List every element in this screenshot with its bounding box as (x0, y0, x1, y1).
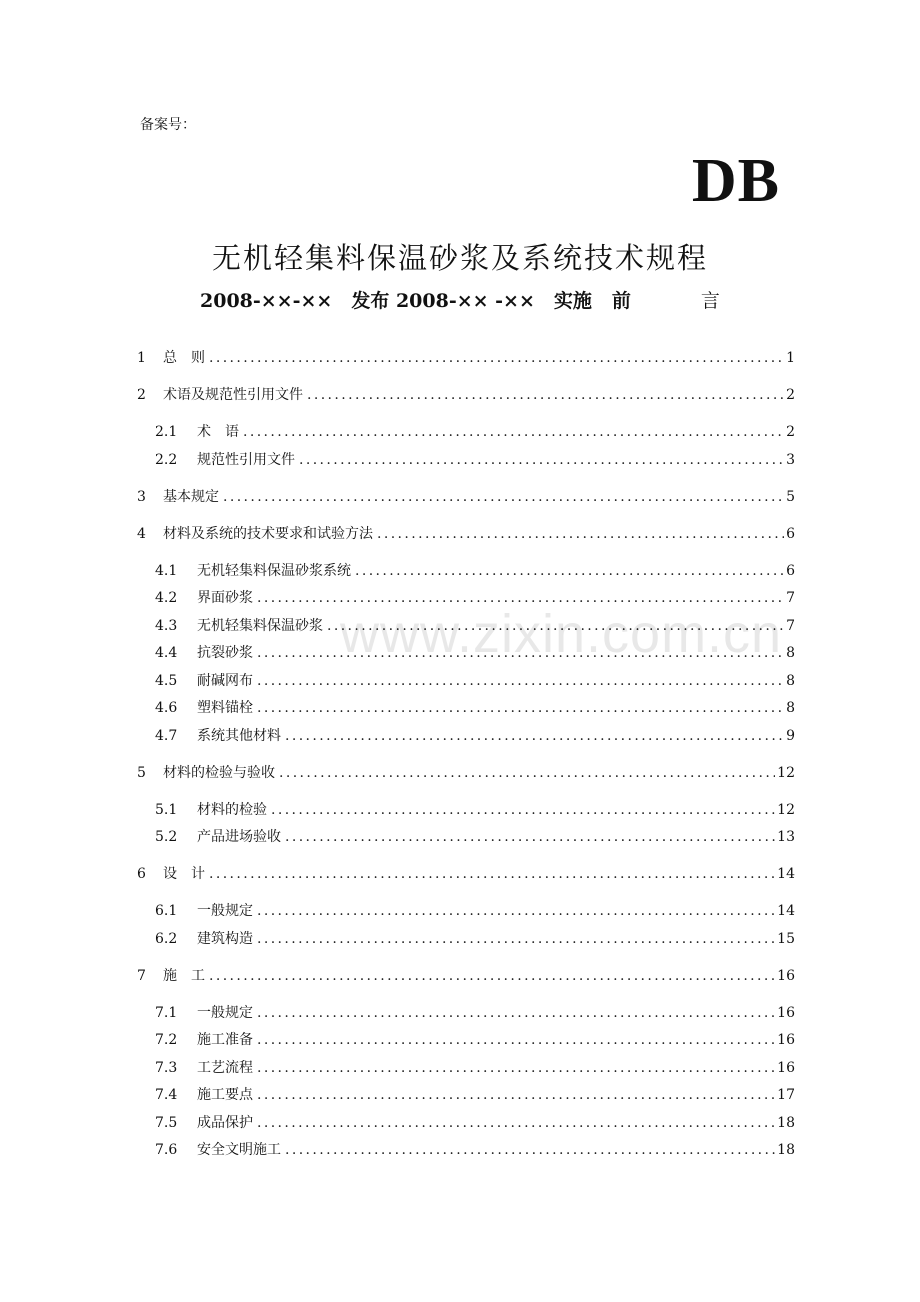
toc-entry-number: 2 (137, 387, 146, 403)
toc-entry[interactable] (137, 826, 795, 854)
toc-leader-dots (257, 1060, 775, 1076)
toc-entry-page-number: 14 (777, 903, 795, 919)
toc-leader-dots (257, 700, 784, 716)
toc-entry-page-number: 17 (777, 1087, 795, 1103)
toc-entry-number: 2.1 (155, 424, 178, 440)
toc-entry[interactable] (137, 1112, 795, 1140)
toc-entry[interactable] (137, 384, 795, 412)
toc-entry-title: 抗裂砂浆 (197, 645, 253, 661)
toc-leader-dots (257, 1032, 775, 1048)
toc-entry-title: 材料及系统的技术要求和试验方法 (163, 525, 373, 542)
toc-entry-number: 3 (137, 488, 146, 505)
document-title: 无机轻集料保温砂浆及系统技术规程 (211, 241, 708, 275)
toc-entry-number: 5.2 (155, 829, 178, 845)
watermark: www.zixin.com.cn (340, 604, 783, 664)
toc-entry-number: 7.2 (155, 1032, 178, 1048)
toc-entry[interactable] (137, 670, 795, 698)
toc-entry[interactable] (137, 725, 795, 753)
toc-entry-page-number: 6 (786, 525, 795, 542)
toc-entry-page-number: 1 (786, 350, 795, 366)
toc-leader-dots (307, 387, 784, 403)
toc-leader-dots (285, 829, 775, 845)
toc-entry-page-number: 8 (786, 645, 795, 661)
toc-entry[interactable] (137, 799, 795, 827)
toc-leader-dots (257, 931, 775, 947)
toc-entry-number: 4.5 (155, 672, 178, 689)
toc-entry[interactable] (137, 587, 795, 615)
toc-entry-number: 2.2 (155, 451, 178, 468)
toc-entry[interactable] (137, 863, 795, 891)
toc-entry-page-number: 15 (777, 930, 795, 947)
toc-entry-page-number: 16 (777, 967, 795, 984)
toc-entry-page-number: 8 (786, 672, 795, 689)
toc-entry-title: 规范性引用文件 (197, 451, 295, 468)
toc-entry-number: 4.1 (155, 562, 178, 579)
toc-entry[interactable] (137, 1084, 795, 1112)
toc-entry-page-number: 6 (786, 562, 795, 579)
toc-entry[interactable] (137, 486, 795, 514)
toc-leader-dots (279, 765, 775, 781)
toc-entry-title: 术语及规范性引用文件 (163, 387, 303, 403)
toc-entry-title: 材料的检验与验收 (163, 764, 275, 781)
toc-entry[interactable] (137, 615, 795, 643)
toc-entry-page-number: 16 (777, 1032, 795, 1048)
toc-leader-dots (209, 968, 775, 984)
toc-entry[interactable] (137, 1139, 795, 1167)
toc-leader-dots (285, 1142, 775, 1158)
toc-entry-title: 施 工 (163, 967, 205, 984)
toc-leader-dots (271, 802, 775, 818)
toc-entry-title: 系统其他材料 (197, 727, 281, 744)
toc-entry-title: 耐碱网布 (197, 672, 253, 689)
foreword-heading-part2: 言 (700, 290, 720, 312)
toc-entry-page-number: 7 (786, 590, 795, 606)
toc-entry-page-number: 9 (786, 727, 795, 744)
toc-entry-page-number: 7 (786, 617, 795, 634)
toc-leader-dots (299, 452, 784, 468)
toc-entry-number: 7 (137, 967, 146, 984)
toc-entry-page-number: 16 (777, 1004, 795, 1021)
toc-entry-number: 6 (137, 866, 146, 882)
toc-entry-title: 成品保护 (197, 1114, 253, 1131)
toc-leader-dots (223, 489, 784, 505)
toc-entry-title: 工艺流程 (197, 1059, 253, 1076)
toc-leader-dots (327, 618, 784, 634)
toc-leader-dots (257, 673, 784, 689)
toc-entry-title: 安全文明施工 (197, 1142, 281, 1158)
toc-leader-dots (355, 563, 784, 579)
toc-entry[interactable] (137, 762, 795, 790)
toc-entry-page-number: 16 (777, 1059, 795, 1076)
toc-leader-dots (257, 903, 775, 919)
foreword-heading-part1: 前 (611, 290, 631, 312)
standard-mark: DB (691, 147, 780, 215)
toc-entry-number: 4.2 (155, 590, 178, 606)
toc-entry-number: 7.5 (155, 1114, 178, 1131)
toc-entry-number: 7.4 (155, 1087, 178, 1103)
toc-entry-page-number: 5 (786, 488, 795, 505)
toc-entry-title: 建筑构造 (197, 930, 253, 947)
toc-entry-number: 4 (137, 525, 146, 542)
toc-entry-number: 6.1 (155, 903, 178, 919)
toc-entry-number: 4.4 (155, 645, 178, 661)
toc-entry-number: 7.3 (155, 1059, 178, 1076)
toc-leader-dots (257, 590, 784, 606)
toc-entry-title: 施工要点 (197, 1087, 253, 1103)
release-implement-dates: 2008-××-×× 发布 2008-×× -×× 实施 (200, 290, 592, 312)
toc-entry-title: 设 计 (163, 866, 205, 882)
toc-entry-title: 产品进场验收 (197, 829, 281, 845)
toc-entry-page-number: 18 (777, 1114, 795, 1131)
toc-leader-dots (285, 728, 784, 744)
toc-entry-page-number: 12 (777, 764, 795, 781)
toc-leader-dots (209, 350, 784, 366)
toc-entry-title: 一般规定 (197, 1004, 253, 1021)
toc-entry-page-number: 14 (777, 866, 795, 882)
toc-entry-number: 7.6 (155, 1142, 178, 1158)
toc-entry-number: 4.7 (155, 727, 178, 744)
toc-entry[interactable] (137, 900, 795, 928)
toc-entry-title: 一般规定 (197, 903, 253, 919)
toc-entry[interactable] (137, 347, 795, 375)
toc-entry[interactable] (137, 928, 795, 956)
toc-entry-page-number: 8 (786, 700, 795, 716)
toc-entry-page-number: 2 (786, 424, 795, 440)
toc-entry[interactable] (137, 449, 795, 477)
toc-leader-dots (243, 424, 784, 440)
toc-entry-title: 界面砂浆 (197, 590, 253, 606)
toc-entry[interactable] (137, 1002, 795, 1030)
toc-entry[interactable] (137, 560, 795, 588)
toc-entry[interactable] (137, 965, 795, 993)
toc-entry-number: 7.1 (155, 1004, 178, 1021)
toc-entry-number: 5 (137, 764, 146, 781)
toc-leader-dots (377, 526, 784, 542)
toc-leader-dots (257, 1005, 775, 1021)
toc-entry-number: 1 (137, 350, 146, 366)
toc-entry-page-number: 12 (777, 801, 795, 818)
toc-entry-title: 总 则 (163, 350, 205, 366)
toc-leader-dots (257, 1115, 775, 1131)
toc-entry-number: 5.1 (155, 801, 178, 818)
toc-entry[interactable] (137, 1057, 795, 1085)
toc-entry-page-number: 13 (777, 829, 795, 845)
toc-entry-title: 材料的检验 (197, 801, 267, 818)
toc-entry[interactable] (137, 1029, 795, 1057)
toc-entry[interactable] (137, 523, 795, 551)
toc-entry-title: 施工准备 (197, 1032, 253, 1048)
toc-entry-title: 基本规定 (163, 488, 219, 505)
toc-entry-page-number: 18 (777, 1142, 795, 1158)
toc-entry[interactable] (137, 421, 795, 449)
toc-leader-dots (257, 645, 784, 661)
toc-entry-page-number: 2 (786, 387, 795, 403)
toc-entry-page-number: 3 (786, 451, 795, 468)
toc-entry-title: 无机轻集料保温砂浆 (197, 617, 323, 634)
toc-entry-number: 4.6 (155, 700, 178, 716)
toc-leader-dots (209, 866, 775, 882)
toc-leader-dots (257, 1087, 775, 1103)
toc-entry-number: 4.3 (155, 617, 178, 634)
toc-entry-number: 6.2 (155, 930, 178, 947)
toc-entry[interactable] (137, 697, 795, 725)
toc-entry-title: 无机轻集料保温砂浆系统 (197, 562, 351, 579)
record-number-label: 备案号： (140, 117, 196, 133)
table-of-contents (137, 347, 795, 1167)
toc-entry-title: 塑料锚栓 (197, 700, 253, 716)
toc-entry[interactable] (137, 642, 795, 670)
toc-entry-title: 术 语 (197, 424, 239, 440)
date-line (200, 286, 720, 313)
